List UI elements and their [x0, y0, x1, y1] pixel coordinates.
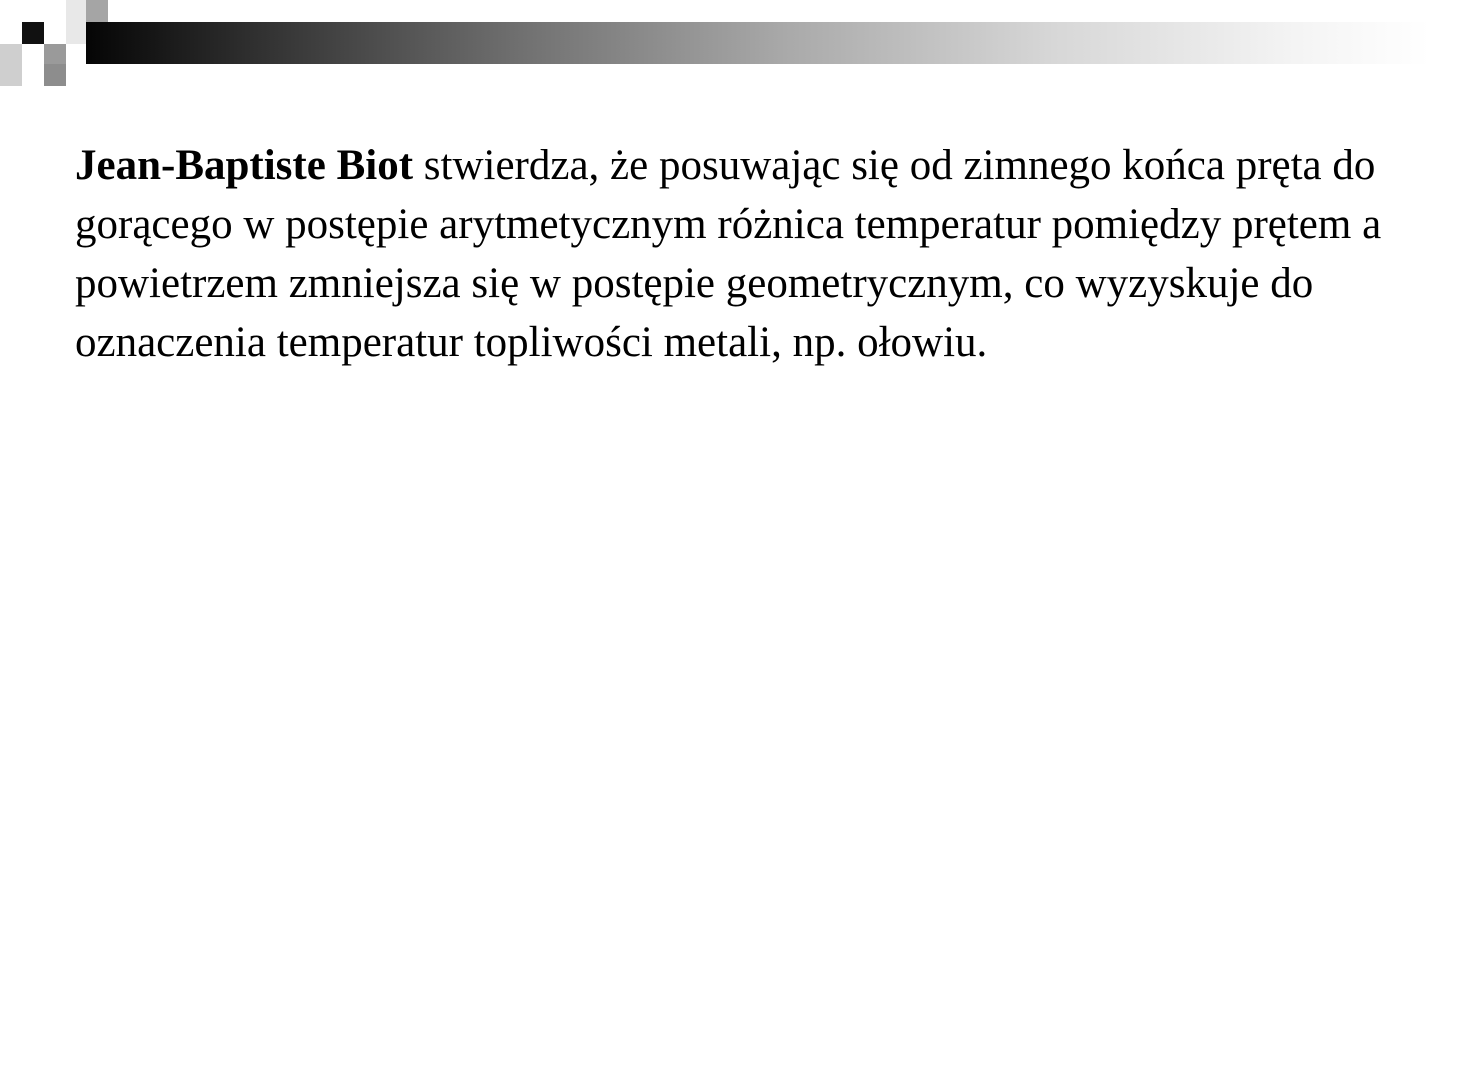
decor-square	[22, 22, 44, 44]
header-gradient-bar	[86, 22, 1430, 64]
body-text: stwierdza, że posuwając się od zimnego końca pręta do gorącego w postępie arytmetycznym różnica temperatur pomiędzy prętem a powietrzem zmniejsza się w postępie geometrycznym, co wyzyskuje do oznaczenia temperatur topliwości metali, np. ołowiu.	[75, 142, 1382, 366]
decor-square	[66, 0, 86, 44]
name-highlight: Jean-Baptiste Biot	[75, 142, 414, 189]
decor-square	[44, 44, 66, 64]
slide-body-text	[75, 136, 1415, 372]
decor-square	[0, 44, 22, 86]
decor-square	[86, 0, 108, 22]
decor-square	[44, 64, 66, 86]
